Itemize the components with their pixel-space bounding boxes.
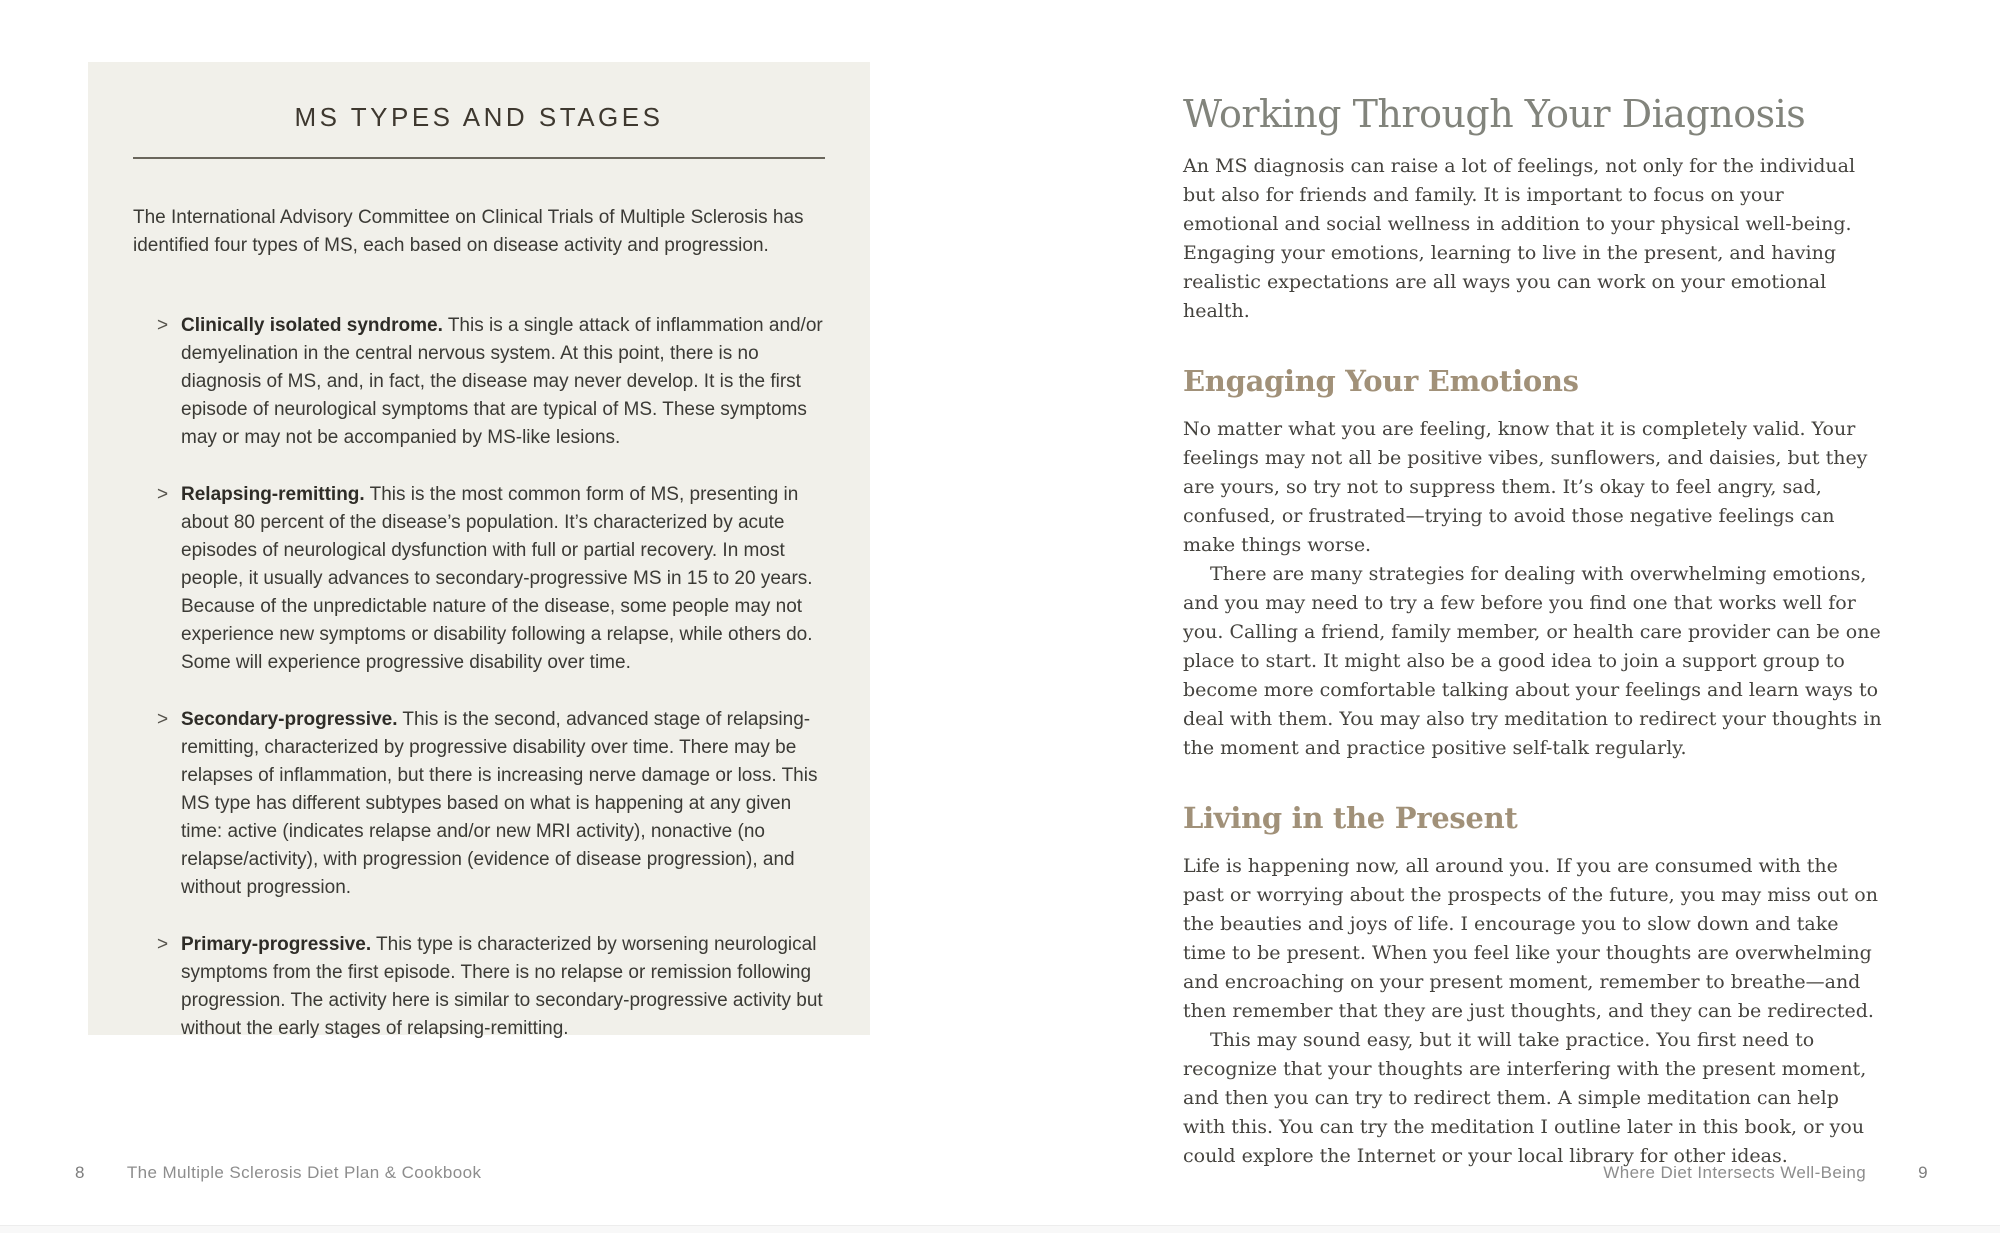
list-item-term: Relapsing-remitting. <box>181 484 365 505</box>
list-item-desc: This is the second, advanced stage of relapsing-remitting, characterized by progressive disability over time. There may be relapses of inflammation, but there is increasing nerve damage or loss. This MS type has different subtypes based on what is happening at any given time: active (indicates relapse and/or new MRI activity), nonactive (no relapse/activity), with progression (evidence of disease progression), and without progression. <box>181 709 818 898</box>
page-number: 9 <box>1918 1163 1928 1182</box>
ms-types-list <box>133 312 825 1043</box>
list-item-term: Clinically isolated syndrome. <box>181 315 443 336</box>
right-page-footer <box>1603 1163 1928 1183</box>
section-heading-living-in-the-present: Living in the Present <box>1183 801 1518 835</box>
left-page-footer <box>75 1163 481 1183</box>
bullet-marker: > <box>157 709 169 730</box>
body-paragraph: There are many strategies for dealing with overwhelming emotions, and you may need to try a few before you find one that works well for you. Calling a friend, family member, or health care provider can be one place to start. It might also be a good idea to join a support group to become more comfortable talking about your feelings and learn ways to deal with them. You may also try meditation to redirect your thoughts in the moment and practice positive self-talk regularly. <box>1183 563 1882 759</box>
list-item-text <box>181 481 825 677</box>
page-number: 8 <box>75 1163 85 1182</box>
list-item-term: Primary-progressive. <box>181 934 372 955</box>
list-item-desc: This is the most common form of MS, presenting in about 80 percent of the disease’s population. It’s characterized by acute episodes of neurological dysfunction with full or partial recovery. In most people, it usually advances to secondary-progressive MS in 15 to 20 years. Because of the unpredictable nature of the disease, some people may not experience new symptoms or disability following a relapse, while others do. Some will experience progressive disability over time. <box>181 484 813 673</box>
list-item-desc: This is a single attack of inflammation and/or demyelination in the central nervous system. At this point, there is no diagnosis of MS, and, in fact, the disease may never develop. It is the first episode of neurological symptoms that are typical of MS. These symptoms may or may not be accompanied by MS-like lesions. <box>181 315 823 448</box>
bullet-marker: > <box>157 315 169 336</box>
body-paragraph: No matter what you are feeling, know that it is completely valid. Your feelings may not all be positive vibes, sunflowers, and daisies, but they are yours, so try not to suppress them. It’s okay to feel angry, sad, confused, or frustrated—trying to avoid those negative feelings can make things worse. <box>1183 418 1868 556</box>
bullet-marker: > <box>157 484 169 505</box>
list-item-text <box>181 312 825 452</box>
bullet-marker: > <box>157 934 169 955</box>
list-item-term: Secondary-progressive. <box>181 709 398 730</box>
book-title: The Multiple Sclerosis Diet Plan & Cookbook <box>126 1163 482 1182</box>
list-item <box>157 931 825 1043</box>
right-page-content <box>1183 92 1883 1171</box>
list-item <box>157 312 825 452</box>
title-divider <box>133 157 825 159</box>
chapter-title: Where Diet Intersects Well-Being <box>1603 1163 1867 1182</box>
body-paragraph: Life is happening now, all around you. If you are consumed with the past or worrying about the prospects of the future, you may miss out on the beauties and joys of life. I encourage you to slow down and take time to be present. When you feel like your thoughts are overwhelming and encroaching on your present moment, remember to breathe—and then remember that they are just thoughts, and they can be redirected. <box>1183 855 1878 1022</box>
intro-paragraph: An MS diagnosis can raise a lot of feelings, not only for the individual but also for friends and family. It is important to focus on your emotional and social wellness in addition to your physical well-being. Engaging your emotions, learning to live in the present, and having realistic expectations are all ways you can work on your emotional health. <box>1183 155 1856 322</box>
list-item-desc: This type is characterized by worsening neurological symptoms from the first episode. There is no relapse or remission following progression. The activity here is similar to secondary-progressive activity but without the early stages of relapsing-remitting. <box>181 934 823 1039</box>
ms-types-sidebar-box <box>88 62 870 1039</box>
list-item-text <box>181 706 825 902</box>
body-paragraph: This may sound easy, but it will take practice. You first need to recognize that your thoughts are interfering with the present moment, and then you can try to redirect them. A simple meditation can help with this. You can try the meditation I outline later in this book, or you could explore the Internet or your local library for other ideas. <box>1183 1029 1867 1167</box>
page-bottom-edge <box>0 1225 2000 1233</box>
list-item <box>157 706 825 902</box>
list-item <box>157 481 825 677</box>
list-item-text <box>181 931 825 1043</box>
page-title: Working Through Your Diagnosis <box>1183 92 1806 136</box>
sidebar-box-title: MS TYPES AND STAGES <box>294 102 664 132</box>
sidebar-intro-paragraph: The International Advisory Committee on Clinical Trials of Multiple Sclerosis has identified four types of MS, each based on disease activity and progression. <box>133 207 804 256</box>
section-heading-engaging-your-emotions: Engaging Your Emotions <box>1183 364 1579 398</box>
